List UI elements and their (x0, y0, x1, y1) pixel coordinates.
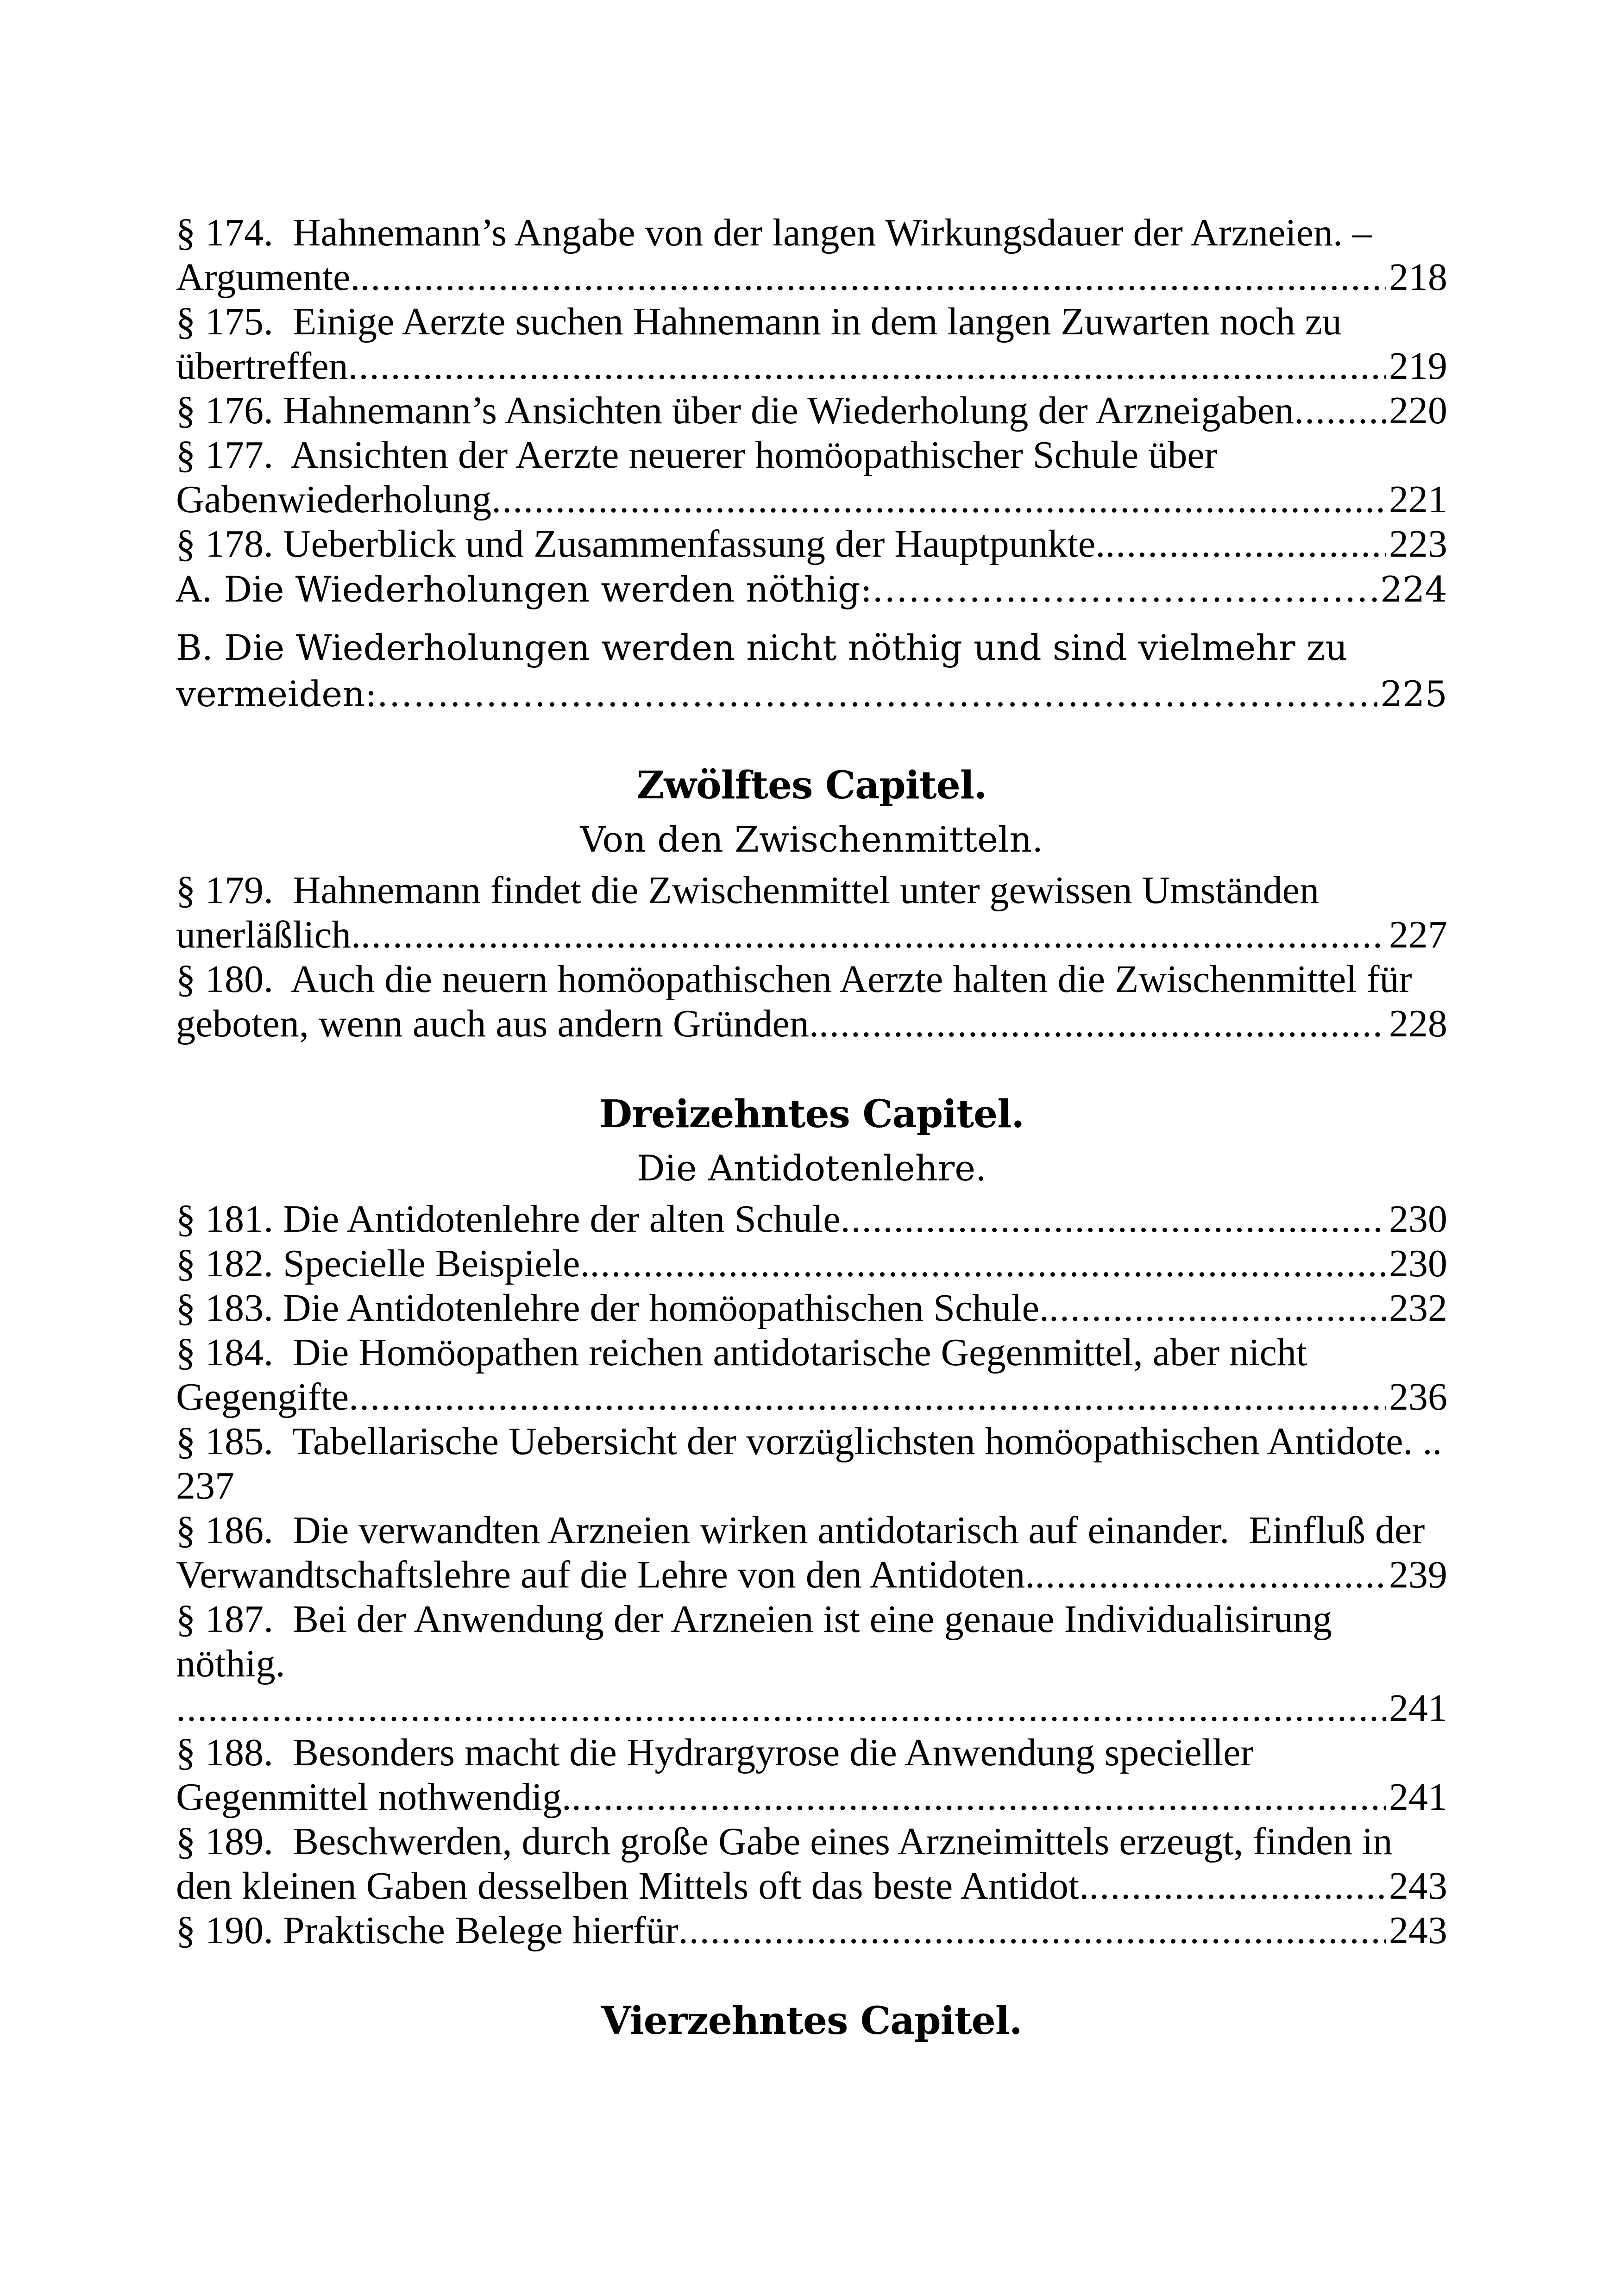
toc-entry-text: Gegenmittel nothwendig. (176, 1775, 572, 1819)
toc-entry-title: § 179. Hahnemann findet die Zwischenmittel unter gewissen Umständen (176, 869, 1319, 912)
toc-entry-text: übertreffen (176, 345, 348, 388)
page-number: 227 (1389, 913, 1447, 956)
toc-entry[interactable] (176, 1508, 1447, 1597)
toc-entry-text: Argumente. (176, 256, 360, 299)
toc-entry-title: § 174. Hahnemann’s Angabe von der langen Wirkungsdauer der Arzneien. – (176, 211, 1372, 254)
dot-leader (349, 1375, 1386, 1419)
page-number: 228 (1389, 1002, 1447, 1045)
toc-entry-title: § 185. Tabellarische Uebersicht der vorzüglichsten homöopathischen Antidote. .. (176, 1420, 1442, 1463)
toc-entry-title: § 175. Einige Aerzte suchen Hahnemann in dem langen Zuwarten noch zu (176, 300, 1342, 343)
dot-leader (872, 566, 1377, 613)
toc-entry-text: den kleinen Gaben desselben Mittels oft das beste Antidot. (176, 1864, 1089, 1907)
chapter-subtitle-13: Die Antidotenlehre. (636, 1148, 987, 1189)
toc-entry[interactable] (176, 1419, 1447, 1508)
dot-leader (572, 1775, 1386, 1819)
toc-entry[interactable] (176, 1197, 1447, 1242)
page-number: 243 (1389, 1864, 1447, 1907)
dot-leader (1089, 1864, 1386, 1908)
dot-leader (1105, 522, 1386, 566)
page-number: 219 (1389, 345, 1447, 388)
toc-entry[interactable] (176, 1731, 1447, 1819)
dot-leader (361, 913, 1386, 957)
toc-entry-title: § 188. Besonders macht die Hydrargyrose die Anwendung specieller (176, 1731, 1254, 1774)
toc-entry-title: § 189. Beschwerden, durch große Gabe eines Arzneimittels erzeugt, finden in (176, 1820, 1393, 1863)
toc-entry[interactable] (176, 957, 1447, 1046)
page-number: 232 (1389, 1286, 1447, 1330)
toc-entry-text: § 190. Praktische Belege hierfür (176, 1909, 679, 1952)
toc-section-11 (176, 211, 1447, 566)
page-number: 230 (1389, 1198, 1447, 1241)
toc-entry[interactable] (176, 300, 1447, 389)
dot-leader (590, 1242, 1386, 1286)
dot-leader (841, 1197, 1386, 1242)
toc-entry-title: B. Die Wiederholungen werden nicht nöthig und sind vielmehr zu (176, 627, 1348, 668)
page-number: 225 (1380, 673, 1447, 715)
page-number: 239 (1389, 1553, 1447, 1596)
toc-entry-text: 237 (176, 1464, 234, 1507)
page-number: 221 (1389, 478, 1447, 521)
toc-entry[interactable] (176, 389, 1447, 433)
dot-leader (1294, 389, 1386, 433)
page-number: 223 (1389, 522, 1447, 565)
toc-entry[interactable] (176, 1286, 1447, 1330)
page-number: 243 (1389, 1909, 1447, 1952)
toc-entry-text: A. Die Wiederholungen werden nöthig: (176, 569, 873, 610)
chapter-subtitle-12: Von den Zwischenmitteln. (580, 819, 1043, 860)
chapter-heading-12: Zwölftes Capitel. (636, 763, 987, 808)
toc-entry-text: § 183. Die Antidotenlehre der homöopathischen Schule. (176, 1286, 1049, 1330)
toc-entry[interactable] (176, 1242, 1447, 1286)
toc-entry[interactable] (176, 1330, 1447, 1419)
dot-leader (491, 477, 1386, 522)
toc-entry-text: § 176. Hahnemann’s Ansichten über die Wiederholung der Arzneigaben (176, 389, 1294, 432)
toc-entry-title: § 184. Die Homöopathen reichen antidotarische Gegenmittel, aber nicht (176, 1331, 1307, 1374)
toc-page (176, 211, 1447, 2046)
toc-entry[interactable] (176, 1597, 1447, 1731)
page-number: 241 (1389, 1775, 1447, 1819)
toc-entry-title: § 180. Auch die neuern homöopathischen Aerzte halten die Zwischenmittel für (176, 958, 1412, 1001)
toc-entry-text: Gegengifte (176, 1375, 349, 1418)
page-number: 220 (1389, 389, 1447, 432)
toc-entry-text: geboten, wenn auch aus andern Gründen. (176, 1002, 819, 1045)
toc-entry-title: § 177. Ansichten der Aerzte neuerer homöopathischer Schule über (176, 433, 1218, 477)
dot-leader (348, 344, 1386, 389)
dot-leader (679, 1908, 1386, 1953)
toc-section-12 (176, 868, 1447, 1046)
chapter-heading-13: Dreizehntes Capitel. (599, 1092, 1024, 1136)
dot-leader (1049, 1286, 1386, 1330)
toc-entry[interactable] (176, 868, 1447, 957)
toc-entry-title: § 187. Bei der Anwendung der Arzneien ist eine genaue Individualisirung nöthig. (176, 1598, 1342, 1685)
toc-entry-text: § 182. Specielle Beispiele. (176, 1242, 590, 1285)
chapter-heading-14: Vierzehntes Capitel. (601, 1999, 1022, 2043)
page-number: 236 (1389, 1375, 1447, 1418)
page-number: 241 (1389, 1687, 1447, 1730)
toc-entry[interactable] (176, 211, 1447, 300)
toc-entry-text: vermeiden: (176, 673, 377, 715)
toc-entry[interactable] (176, 625, 1447, 717)
toc-entry-text: § 178. Ueberblick und Zusammenfassung der Hauptpunkte. (176, 522, 1106, 565)
toc-entry-text: § 181. Die Antidotenlehre der alten Schule (176, 1198, 841, 1241)
toc-entry[interactable] (176, 566, 1447, 613)
dot-leader (1035, 1553, 1386, 1597)
dot-leader (360, 255, 1386, 300)
dot-leader (176, 1686, 1386, 1731)
page-number: 224 (1380, 569, 1447, 610)
toc-section-11-repetitions (176, 566, 1447, 717)
toc-entry[interactable] (176, 433, 1447, 522)
toc-entry-text: unerläßlich. (176, 913, 361, 956)
page-number: 218 (1389, 256, 1447, 299)
toc-entry-text: Verwandtschaftslehre auf die Lehre von den Antidoten. (176, 1553, 1035, 1596)
toc-section-13 (176, 1197, 1447, 1953)
toc-entry-title: § 186. Die verwandten Arzneien wirken antidotarisch auf einander. Einfluß der (176, 1509, 1425, 1552)
toc-entry[interactable] (176, 522, 1447, 566)
toc-entry-text: Gabenwiederholung (176, 478, 492, 521)
toc-entry[interactable] (176, 1908, 1447, 1953)
page-number: 230 (1389, 1242, 1447, 1285)
dot-leader (819, 1002, 1386, 1046)
dot-leader (377, 671, 1377, 717)
toc-entry[interactable] (176, 1819, 1447, 1908)
